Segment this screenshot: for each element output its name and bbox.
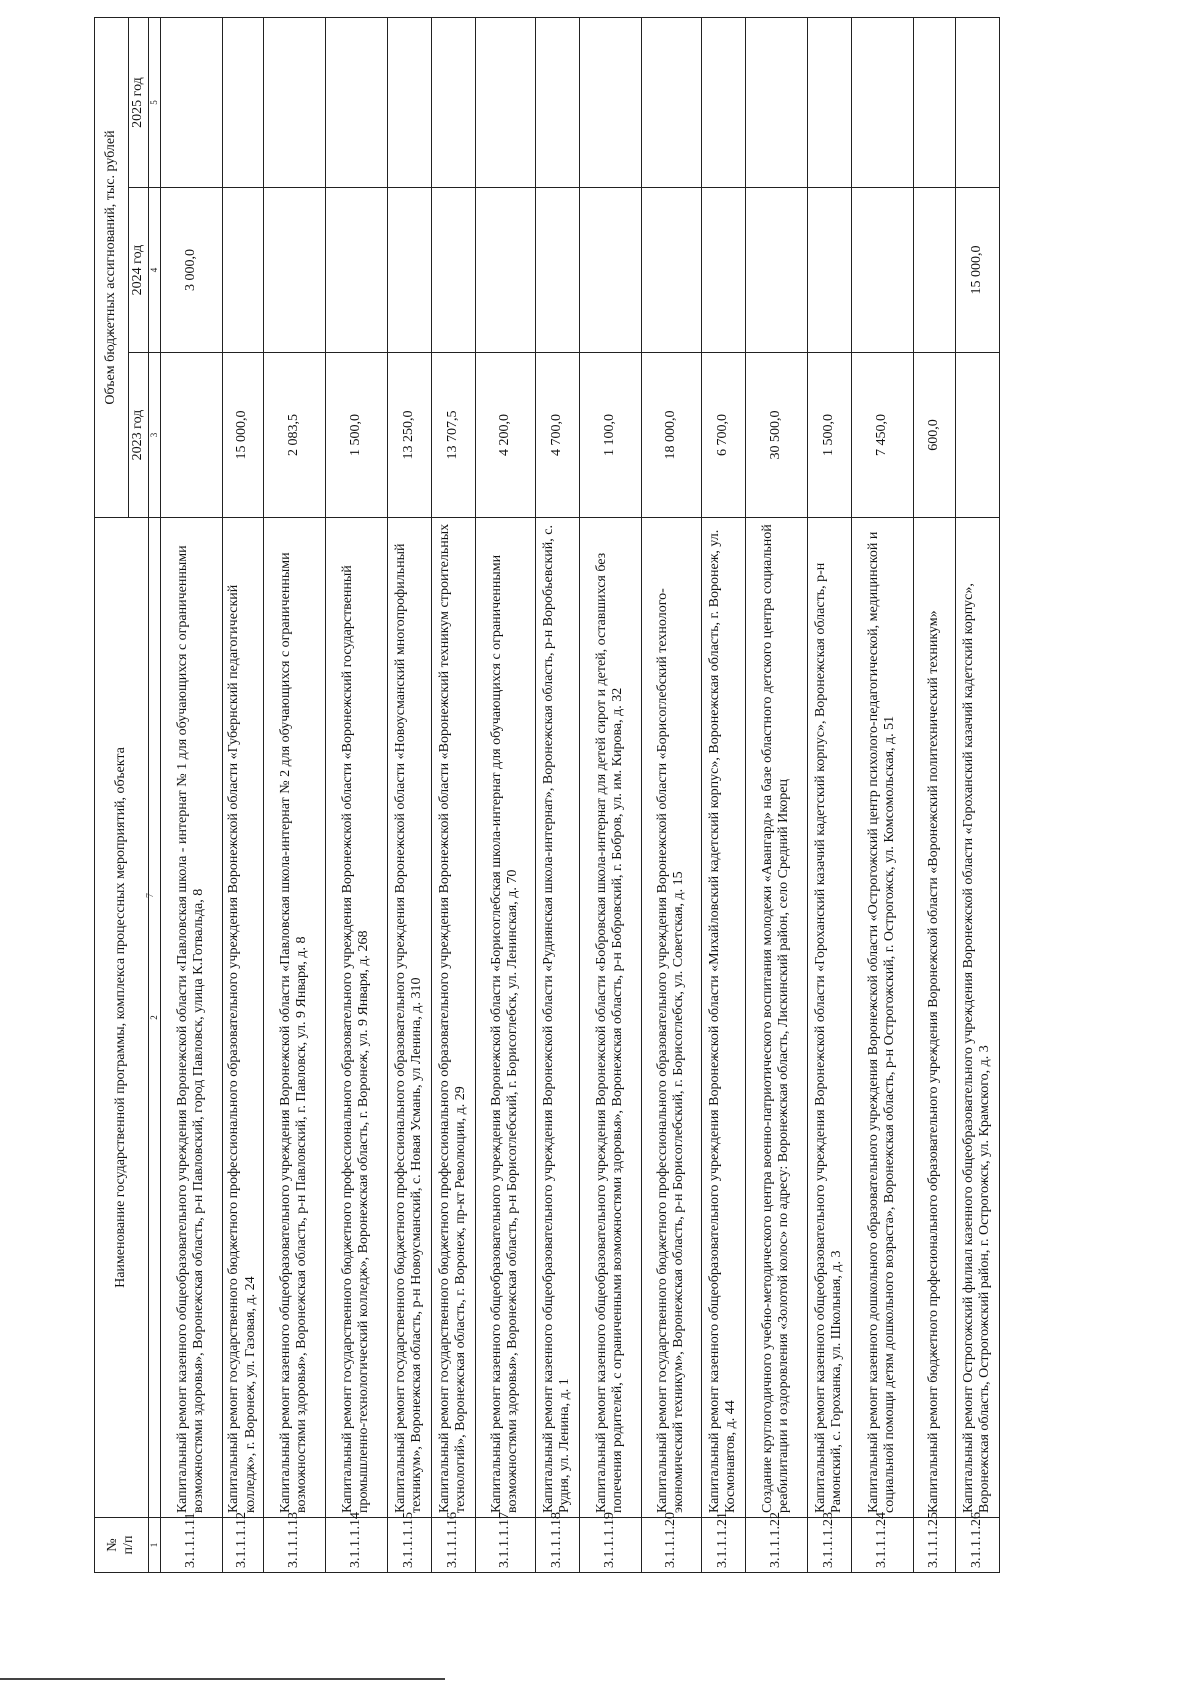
header-year-2025: 2025 год xyxy=(129,17,149,187)
row-number: 3.1.1.1.26 xyxy=(955,1518,999,1573)
table-row xyxy=(851,17,913,1572)
value-2023: 1 500,0 xyxy=(325,353,387,518)
value-2023: 600,0 xyxy=(913,353,955,518)
value-2024 xyxy=(222,188,263,353)
object-name: Капитальный ремонт казенного общеобразовательного учреждения Воронежской области «Гороханский казачий кадетский корпус», Воронежская область, р-н Рамонский, с. Гороханка, ул. Школьная, д. 3 xyxy=(807,518,851,1518)
header-year-2023: 2023 год xyxy=(129,353,149,518)
value-2023: 15 000,0 xyxy=(222,353,263,518)
value-2023: 6 700,0 xyxy=(701,353,745,518)
table-row xyxy=(745,17,807,1572)
row-number: 3.1.1.1.17 xyxy=(475,1518,535,1573)
value-2024 xyxy=(913,188,955,353)
value-2024 xyxy=(745,188,807,353)
object-name: Капитальный ремонт государственного бюджетного профессионального образовательного учреждения Воронежской области «Воронежский техникум строительных технологий», Воронежская область, г. Воронеж, пр-кт Революции, д. 29 xyxy=(431,518,475,1518)
value-2024: 15 000,0 xyxy=(955,188,999,353)
value-2023: 18 000,0 xyxy=(641,353,701,518)
table-row xyxy=(222,17,263,1572)
object-name: Капитальный ремонт казенного дошкольного образовательного учреждения Воронежской области «Острогожский центр психолого-педагогической, медицинской и социальной помощи детям дошкольного возраста», Воронежская область, р-н Острогожский, г. Острогожск, ул. Комсомольская, д. 51 xyxy=(851,518,913,1518)
value-2024 xyxy=(387,188,431,353)
value-2025 xyxy=(263,17,325,187)
table-row xyxy=(325,17,387,1572)
value-2025 xyxy=(222,17,263,187)
column-number: 3 xyxy=(148,353,160,518)
value-2023: 1 100,0 xyxy=(579,353,641,518)
row-number: 3.1.1.1.16 xyxy=(431,1518,475,1573)
value-2023: 2 083,5 xyxy=(263,353,325,518)
table-row xyxy=(475,17,535,1572)
object-name: Капитальный ремонт Острогожский филиал казенного общеобразовательного учреждения Воронежской области «Гороханский казачий кадетский корпус», Воронежская область, Острогожский район, г. Острогожск, ул. Крамского, д. 3 xyxy=(955,518,999,1518)
value-2024 xyxy=(579,188,641,353)
header-year-2024: 2024 год xyxy=(129,188,149,353)
table-row xyxy=(913,17,955,1572)
value-2025 xyxy=(431,17,475,187)
table-row xyxy=(955,17,999,1572)
value-2024 xyxy=(475,188,535,353)
value-2023: 4 700,0 xyxy=(535,353,579,518)
row-number: 3.1.1.1.22 xyxy=(745,1518,807,1573)
value-2023: 13 707,5 xyxy=(431,353,475,518)
column-number: 4 xyxy=(148,188,160,353)
value-2024: 3 000,0 xyxy=(160,188,222,353)
value-2023: 1 500,0 xyxy=(807,353,851,518)
table-row xyxy=(535,17,579,1572)
value-2025 xyxy=(641,17,701,187)
value-2025 xyxy=(701,17,745,187)
value-2025 xyxy=(160,17,222,187)
value-2025 xyxy=(579,17,641,187)
object-name: Капитальный ремонт казенного общеобразовательного учреждения Воронежской области «Бобровская школа-интернат для детей сирот и детей, оставшихся без попечения родителей, с ограниченными возможностями здоровья», Воронежская область, р-н Бобровский, г. Бобров, ул. им. Кирова, д. 32 xyxy=(579,518,641,1518)
table-row xyxy=(263,17,325,1572)
row-number: 3.1.1.1.12 xyxy=(222,1518,263,1573)
row-number: 3.1.1.1.11 xyxy=(160,1518,222,1573)
value-2024 xyxy=(431,188,475,353)
table-row xyxy=(431,17,475,1572)
value-2025 xyxy=(851,17,913,187)
row-number: 3.1.1.1.23 xyxy=(807,1518,851,1573)
value-2024 xyxy=(535,188,579,353)
value-2025 xyxy=(955,17,999,187)
row-number: 3.1.1.1.20 xyxy=(641,1518,701,1573)
table-row xyxy=(701,17,745,1572)
value-2023: 13 250,0 xyxy=(387,353,431,518)
value-2023 xyxy=(955,353,999,518)
table-row xyxy=(579,17,641,1572)
value-2025 xyxy=(807,17,851,187)
row-number: 3.1.1.1.15 xyxy=(387,1518,431,1573)
table-row xyxy=(160,17,222,1572)
value-2024 xyxy=(851,188,913,353)
object-name: Капитальный ремонт казенного общеобразовательного учреждения Воронежской области «Руднянская школа-интернат», Воронежская область, р-н Воробьевский, с. Рудня, ул. Ленина, д. 1 xyxy=(535,518,579,1518)
value-2025 xyxy=(387,17,431,187)
row-number: 3.1.1.1.24 xyxy=(851,1518,913,1573)
object-name: Капитальный ремонт казенного общеобразовательного учреждения Воронежской области «Борисоглебская школа-интернат для обучающихся с ограниченными возможностями здоровья», Воронежская область, р-н Борисоглебский, г. Борисоглебск, ул. Ленинская, д. 70 xyxy=(475,518,535,1518)
value-2023 xyxy=(160,353,222,518)
object-name: Капитальный ремонт государственного бюджетного профессионального образовательного учреждения Воронежской области «Борисоглебский технолого-экономический техникум», Воронежская область, р-н Борисоглебский, г. Борисоглебск, ул. Советская, д. 15 xyxy=(641,518,701,1518)
table-row xyxy=(641,17,701,1572)
value-2023: 7 450,0 xyxy=(851,353,913,518)
table-row xyxy=(387,17,431,1572)
header-num: № п/п xyxy=(95,1518,149,1573)
value-2023: 4 200,0 xyxy=(475,353,535,518)
object-name: Капитальный ремонт казенного общеобразовательного учреждения Воронежской области «Михайловский кадетский корпус», Воронежская область, г. Воронеж, ул. Космонавтов, д. 44 xyxy=(701,518,745,1518)
object-name: Капитальный ремонт казенного общеобразовательного учреждения Воронежской области «Павловская школа - интернат № 1 для обучающихся с ограниченными возможностями здоровья», Воронежская область, р-н Павловский, город Павловск, улица К.Готвальда, 8 xyxy=(160,518,222,1518)
page-mark: 7 xyxy=(145,893,156,898)
row-number: 3.1.1.1.18 xyxy=(535,1518,579,1573)
row-number: 3.1.1.1.19 xyxy=(579,1518,641,1573)
header-budget: Объем бюджетных ассигнований, тыс. рублей xyxy=(95,17,129,517)
value-2024 xyxy=(263,188,325,353)
object-name: Капитальный ремонт бюджетного професионального образовательного учреждения Воронежской области «Воронежский политехнический техникум» xyxy=(913,518,955,1518)
row-number: 3.1.1.1.21 xyxy=(701,1518,745,1573)
table-row xyxy=(807,17,851,1572)
header-name: Наименование государственной программы, комплекса процессных мероприятий, объекта xyxy=(95,518,149,1518)
object-name: Создание круглогодичного учебно-методического центра военно-патриотического воспитания молодежи «Авангард» на базе областного детского центра социальной реабилитации и оздоровления «Золотой колос» по адресу: Воронежская область, Лискинский район, село Средний Икорец xyxy=(745,518,807,1518)
value-2025 xyxy=(745,17,807,187)
value-2024 xyxy=(641,188,701,353)
object-name: Капитальный ремонт казенного общеобразовательного учреждения Воронежской области «Павловская школа-интернат № 2 для обучающихся с ограниченными возможностями здоровья», Воронежская область, р-н Павловский, г. Павловск, ул. 9 Января, д. 8 xyxy=(263,518,325,1518)
value-2024 xyxy=(701,188,745,353)
value-2024 xyxy=(325,188,387,353)
value-2025 xyxy=(535,17,579,187)
object-name: Капитальный ремонт государственного бюджетного профессионального образовательного учреждения Воронежской области «Губернский педагогический колледж», г. Воронеж, ул. Газовая, д. 24 xyxy=(222,518,263,1518)
row-number: 3.1.1.1.25 xyxy=(913,1518,955,1573)
row-number: 3.1.1.1.14 xyxy=(325,1518,387,1573)
value-2025 xyxy=(913,17,955,187)
column-number: 1 xyxy=(148,1518,160,1573)
row-number: 3.1.1.1.13 xyxy=(263,1518,325,1573)
column-number: 5 xyxy=(148,17,160,187)
value-2023: 30 500,0 xyxy=(745,353,807,518)
object-name: Капитальный ремонт государственного бюджетного профессионального образовательного учреждения Воронежской области «Воронежский государственный промышленно-технологический колледж», Воронежская область, г. Воронеж, ул. 9 Января, д. 268 xyxy=(325,518,387,1518)
value-2024 xyxy=(807,188,851,353)
value-2025 xyxy=(325,17,387,187)
value-2025 xyxy=(475,17,535,187)
scan-edge-line xyxy=(0,1678,445,1680)
column-number: 2 xyxy=(148,518,160,1518)
budget-table xyxy=(94,17,1000,1573)
object-name: Капитальный ремонт государственного бюджетного профессионального образовательного учреждения Воронежской области «Новоусманский многопрофильный техникум», Воронежская область, р-н Новоусманский, с. Новая Усмань, ул Ленина, д. 310 xyxy=(387,518,431,1518)
